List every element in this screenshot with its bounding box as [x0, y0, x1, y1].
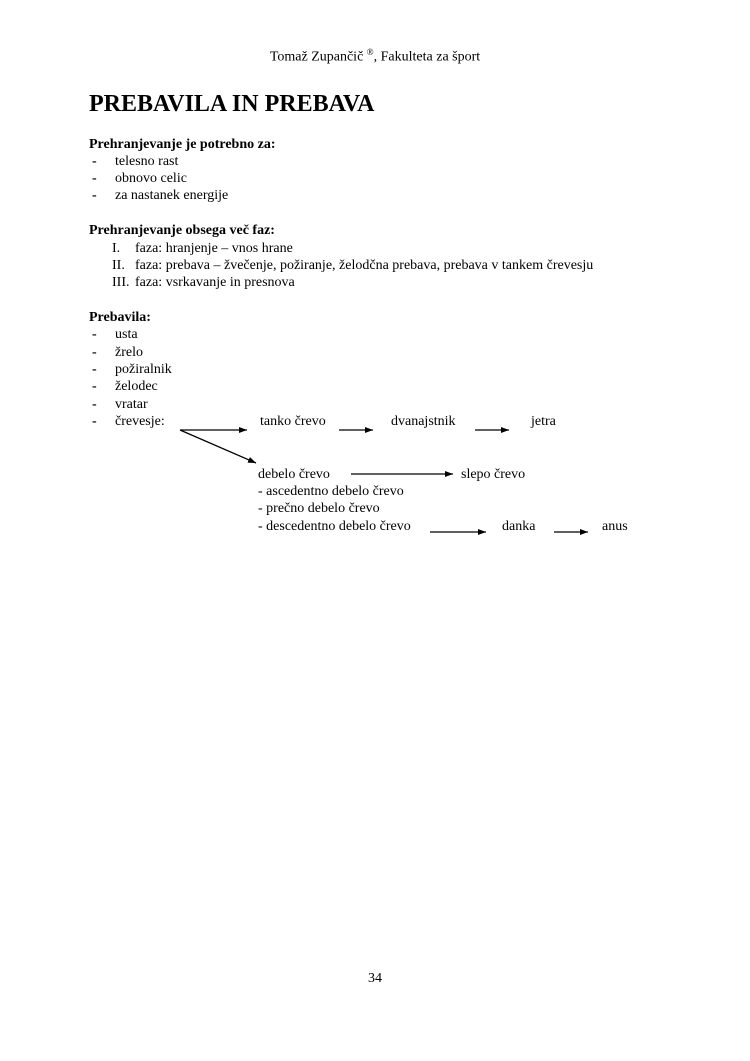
list-item: želodec [115, 379, 158, 394]
phase-text: faza: hranjenje – vnos hrane [135, 241, 293, 256]
list-item: vratar [115, 397, 148, 412]
bullet: - [92, 171, 97, 186]
bullet: - [92, 188, 97, 203]
phase-number: II. [112, 258, 125, 273]
bullet: - [92, 154, 97, 169]
diagram-sub: - descedentno debelo črevo [258, 519, 411, 534]
diagram-jetra: jetra [531, 414, 556, 429]
list-item: črevesje: [115, 414, 165, 429]
diagram-sub: - prečno debelo črevo [258, 501, 380, 516]
diagram-debelo: debelo črevo [258, 467, 330, 482]
header-mark: ® [366, 47, 374, 57]
diagram-sub: - ascedentno debelo črevo [258, 484, 404, 499]
bullet: - [92, 345, 97, 360]
list-item: obnovo celic [115, 171, 187, 186]
diagram-danka: danka [502, 519, 536, 534]
list-item: žrelo [115, 345, 143, 360]
section1-heading: Prehranjevanje je potrebno za: [89, 137, 276, 152]
phase-number: I. [112, 241, 121, 256]
page-title: PREBAVILA IN PREBAVA [89, 91, 375, 117]
diagram-tanko: tanko črevo [260, 414, 326, 429]
list-item: usta [115, 327, 138, 342]
diagram-slepo: slepo črevo [461, 467, 526, 482]
list-item: za nastanek energije [115, 188, 229, 203]
bullet: - [92, 379, 97, 394]
list-item: telesno rast [115, 154, 179, 169]
phase-number: III. [112, 275, 130, 290]
bullet: - [92, 397, 97, 412]
phase-text: faza: vsrkavanje in presnova [135, 275, 295, 290]
section3-heading: Prebavila: [89, 310, 151, 325]
bullet: - [92, 414, 97, 429]
header-author: Tomaž Zupančič [269, 49, 364, 65]
diagram-anus: anus [602, 519, 628, 534]
list-item: požiralnik [115, 362, 172, 377]
arrow-icon [180, 430, 256, 463]
header-rest: , Fakulteta za šport [373, 49, 481, 65]
phase-text: faza: prebava – žvečenje, požiranje, želodčna prebava, prebava v tankem črevesju [135, 258, 594, 273]
bullet: - [92, 327, 97, 342]
section2-heading: Prehranjevanje obsega več faz: [89, 223, 275, 238]
page-number: 34 [368, 971, 382, 986]
diagram-dvanajstnik: dvanajstnik [391, 414, 456, 429]
bullet: - [92, 362, 97, 377]
